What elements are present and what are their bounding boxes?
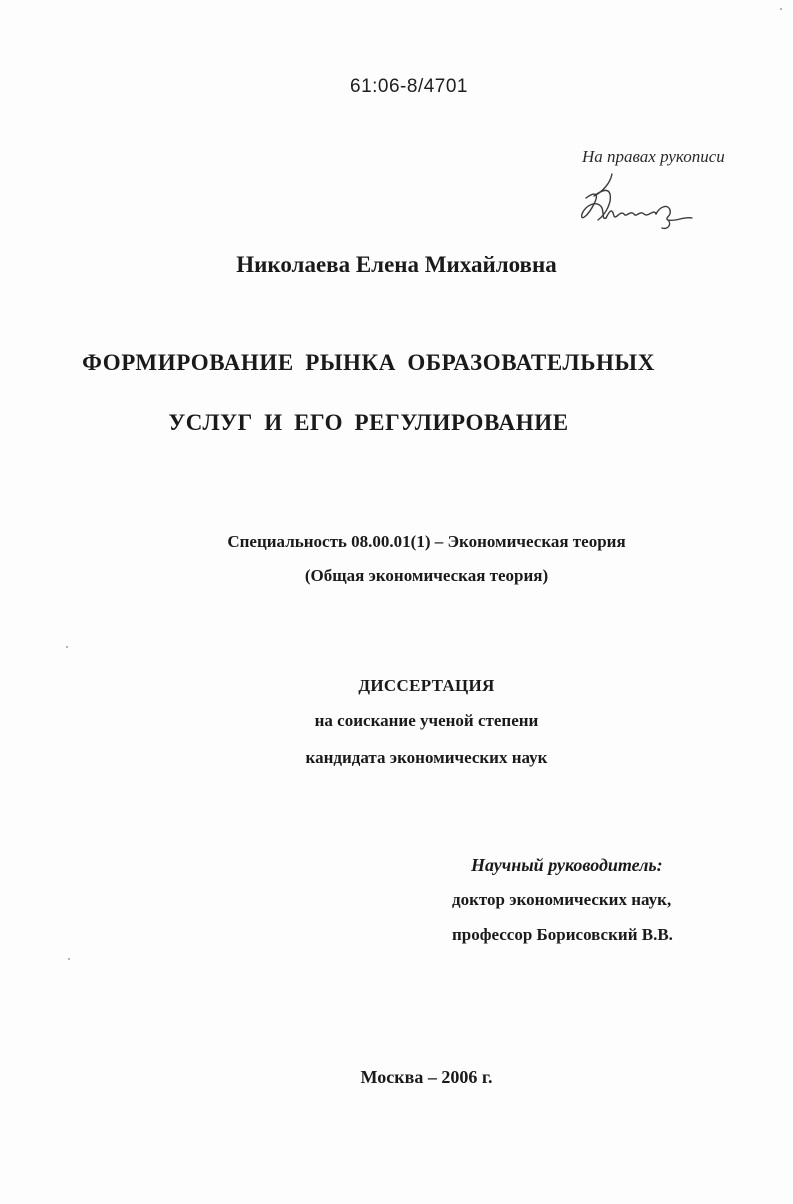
degree-line-2: кандидата экономических наук (305, 748, 548, 767)
catalog-number: 61:06-8/4701 (350, 76, 468, 97)
author-name: Николаева Елена Михайловна (236, 252, 557, 277)
title-line-1: ФОРМИРОВАНИЕ РЫНКА ОБРАЗОВАТЕЛЬНЫХ (82, 350, 655, 375)
specialty-subline: (Общая экономическая теория) (304, 566, 549, 585)
place-year: Москва – 2006 г. (360, 1067, 493, 1087)
dissertation-heading: ДИССЕРТАЦИЯ (358, 676, 495, 695)
title-line-2: УСЛУГ И ЕГО РЕГУЛИРОВАНИЕ (168, 410, 569, 435)
scan-speck (68, 958, 70, 960)
signature-icon (572, 170, 702, 242)
manuscript-note: На правах рукописи (582, 147, 725, 166)
supervisor-heading: Научный руководитель: (471, 855, 663, 875)
degree-line-1: на соискание ученой степени (314, 711, 539, 730)
scan-speck (780, 8, 782, 10)
supervisor-degree: доктор экономических наук, (452, 890, 672, 909)
specialty-line: Специальность 08.00.01(1) – Экономическая теория (227, 532, 626, 551)
scan-speck (66, 646, 68, 648)
supervisor-name: профессор Борисовский В.В. (452, 925, 673, 944)
